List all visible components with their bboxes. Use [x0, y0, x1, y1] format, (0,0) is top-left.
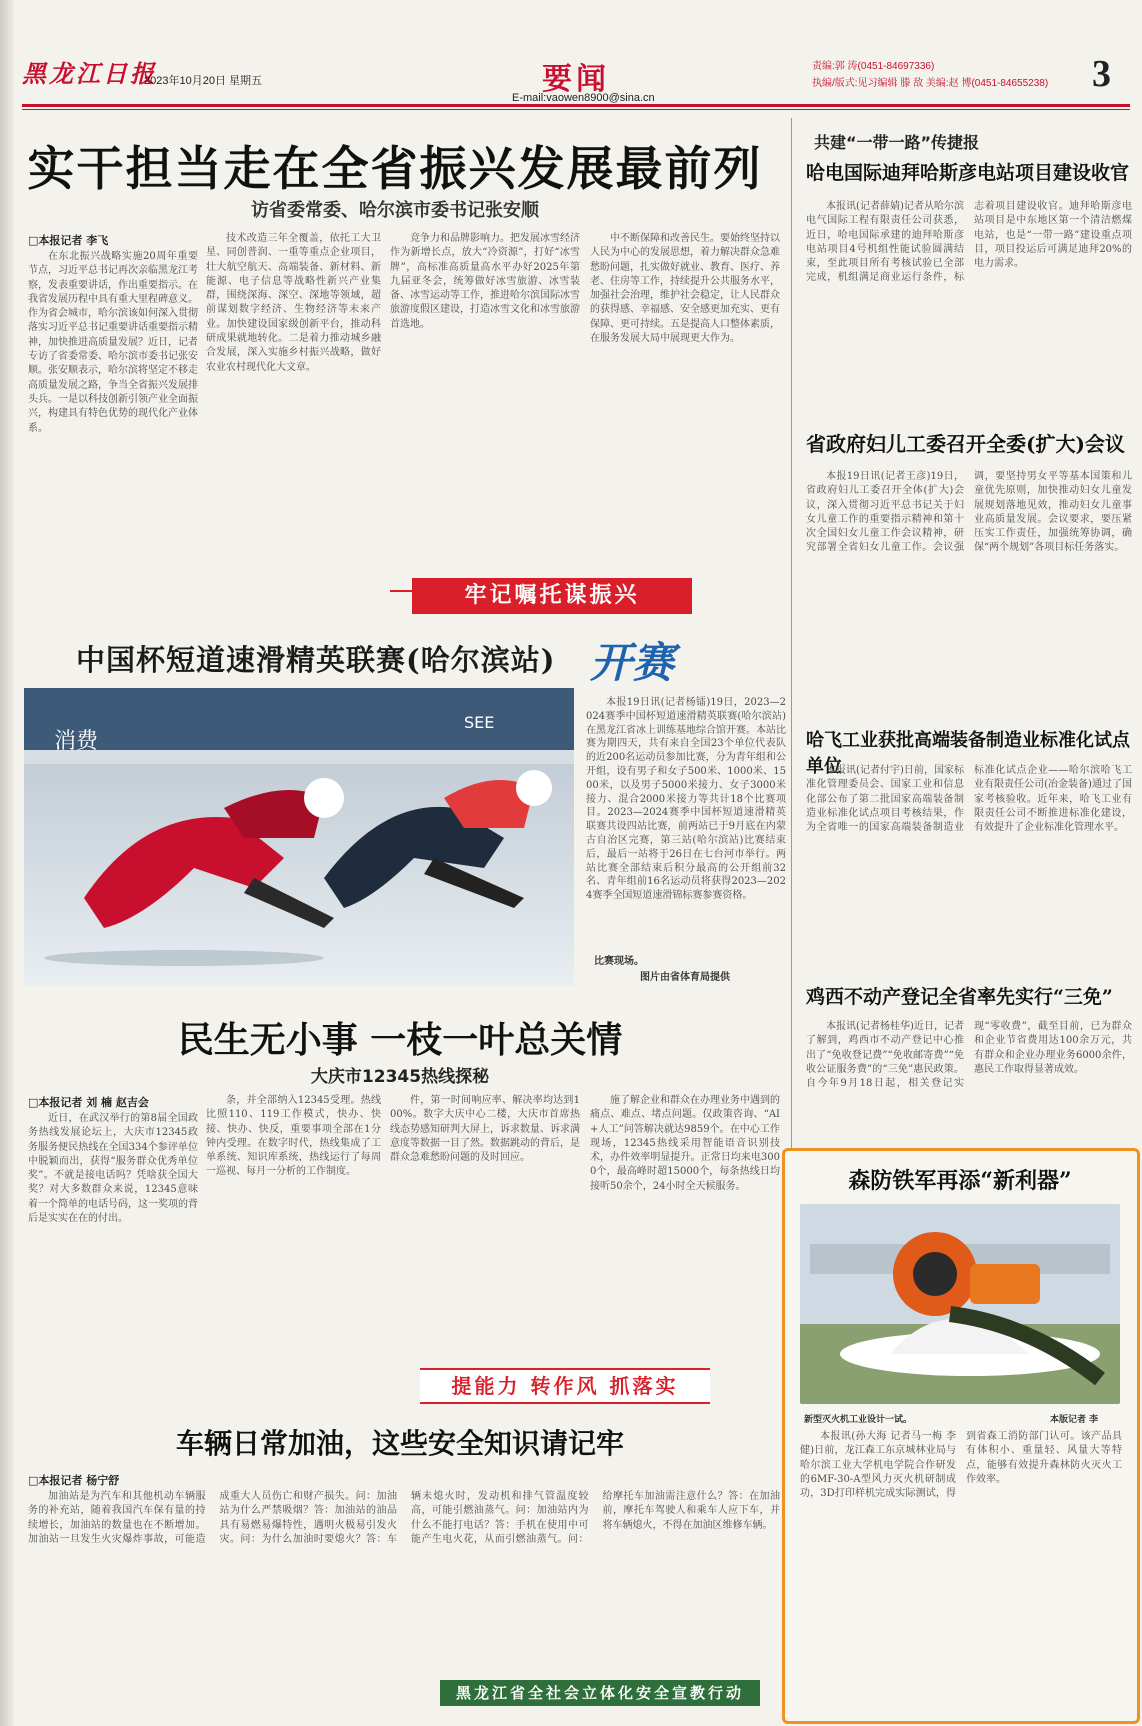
masthead — [22, 53, 1130, 104]
minsheng-text: 条，并全部纳入12345受理。热线比照110、119工作模式，快办、快接、快办、快反，重要事项全部在1分钟内受理。在数字时代，热线集成了工单系统、知识库系统，热线运行了每周一巡视、每月一分析的工作制度。 — [206, 1095, 381, 1178]
editor-credits — [812, 58, 1048, 92]
skating-article — [586, 696, 786, 946]
right-a3-article — [806, 764, 1132, 964]
right-a5-article — [800, 1430, 1122, 1706]
right-a5-photo-credit: 本版记者 李 — [1050, 1415, 1099, 1425]
svg-text:SEE: SEE — [464, 713, 495, 732]
safety-banner: 黑龙江省全社会立体化安全宣教行动 — [440, 1680, 760, 1706]
right-a2-headline: 省政府妇儿工委召开全委(扩大)会议 — [806, 432, 1125, 456]
minsheng-byline: □本报记者 刘 楠 赵吉会 — [28, 1096, 149, 1109]
skating-photo-credit: 图片由省体育局提供 — [640, 972, 730, 983]
right-a5-caption: 新型灭火机工业设计一试。 — [804, 1415, 913, 1425]
minsheng-column-4 — [590, 1094, 780, 1354]
lead-text: 技术改造三年全覆盖，依托工大卫星、同创普润、一重等重点企业项目，壮大航空航天、高端装备、新材料、新能源、电子信息等战略性新兴产业集群，围绕深海、深空、深地等领域，超前谋划数字经济、生物经济等未来产业。加快建设国家级创新平台，推动科研成果就地转化。二是着力推动城乡融合发展，深入实施乡村振兴战略，做好农业农村现代化大文章。 — [206, 233, 381, 373]
right-a4-article — [806, 1020, 1132, 1138]
right-a3-headline: 哈飞工业获批高端装备制造业标准化试点单位 — [806, 730, 1130, 777]
newspaper-logo: 黑龙江日报 — [22, 59, 157, 88]
page-number: 3 — [1092, 53, 1111, 95]
lead-text: 中不断保障和改善民生。要始终坚持以人民为中心的发展思想，着力解决群众急难愁盼问题，扎实做好就业、教育、医疗、养老、住房等工作，持续提升公共服务水平，加强社会治理，维护社会稳定，让人民群众的获得感、幸福感、安全感更加充实、更有保障、更可持续。五是提高人口整体素质，在服务发展大局中展现更大作为。 — [590, 233, 780, 345]
lead-text: 在东北振兴战略实施20周年重要节点，习近平总书记再次亲临黑龙江考察，发表重要讲话，作出重要指示。在我省发展历程中具有重大里程碑意义。作为省会城市，哈尔滨该如何深入贯彻落实习近平总书记重要讲话重要指示精神，加快推进高质量发展？近日，记者专访了省委常委、哈尔滨市委书记张安顺。张安顺表示，哈尔滨将坚定不移走高质量发展之路，争当全省振兴发展排头兵。一是以科技创新引领产业全面振兴，构建具有特色优势的现代化产业体系。 — [28, 251, 198, 434]
right-a1-text: 本报讯(记者薛婧)记者从哈尔滨电气国际工程有限责任公司获悉，近日，哈电国际承建的迪拜哈斯彦电站项目4号机组性能试验圆满结束，至此项目所有考核试验已全部完成，机组满足商业运行条件，标志着项目建设收官。迪拜哈斯彦电站项目是中东地区第一个清洁燃煤电站，也是“一带一路”建设重点项目，项目投运后可满足迪拜20%的电力需求。 — [806, 201, 1132, 284]
minsheng-column-3 — [390, 1094, 580, 1354]
car-byline: □本报记者 杨宁舒 — [28, 1474, 120, 1487]
page-binding-edge — [0, 0, 14, 1726]
car-text: 加油站是为汽车和其他机动车辆服务的补充站，随着我国汽车保有量的持续增长，加油站的数量也在不断增加。加油站一旦发生火灾爆炸事故，可能造成重大人员伤亡和财产损失。问：加油站为什么严禁吸烟？答：加油站的油品具有易燃易爆特性，遇明火极易引发火灾。问：为什么加油时要熄火？答：车辆未熄火时，发动机和排气管温度较高，可能引燃油蒸气。问：加油站内为什么不能打电话？答：手机在使用中可能产生电火花，从而引燃油蒸气。问：给摩托车加油需注意什么？答：在加油前，摩托车驾驶人和乘车人应下车，并将车辆熄火，不得在加油区维修车辆。 — [28, 1491, 780, 1545]
skating-text: 本报19日讯(记者杨镭)19日，2023—2024赛季中国杯短道速滑精英联赛(哈尔滨站)在黑龙江省冰上训练基地综合馆开赛。本站比赛为期四天，共有来自全国23个单位代表队的近200名运动员参加比赛，分为青年组和公开组，设有男子和女子500米、1000米、1500米，以及男子5000米接力、女子3000米接力、混合2000米接力等共计18个比赛项目。2023—2024赛季中国杯短道速滑精英联赛共设四站比赛，前两站已于9月底在内蒙古自治区完赛，第三站(哈尔滨站)比赛结束后，最后一站将于26日在七台河市举行。两站比赛全部结束后积分最高的公开组前32名、青年组前16名运动员将获得2023—2024赛季全国短道速滑锦标赛参赛资格。 — [586, 697, 786, 902]
minsheng-text: 施了解企业和群众在办理业务中遇到的痛点、难点、堵点问题。仅政策咨询、“AI+人工”问答解决就达9859个。在中心工作现场，12345热线采用智能语音识别技术，办件效率明显提升。正常日均来电3000个，最高峰时超15000个，每条热线日均接听50余个，24小时全天候服务。 — [590, 1095, 780, 1192]
right-a5-headline: 森防铁军再添“新利器” — [848, 1168, 1072, 1194]
right-a3-text: 本报讯(记者付宇)日前，国家标准化管理委员会、国家工业和信息化部公布了第二批国家高端装备制造业标准化试点项目考核结果，作为全省唯一的国家高端装备制造业标准化试点企业——哈尔滨哈飞工业有限责任公司(冶金装备)通过了国家考核验收。近年来，哈飞工业有限责任公司不断推进标准化建设，有效提升了企业标准化管理水平。 — [806, 765, 1132, 834]
issue-date: 2023年10月20日 星期五 — [144, 75, 262, 87]
svg-text:消费: 消费 — [54, 729, 99, 754]
editor-line: 执编/版式:见习编辑 滕 敌 美编:赵 博(0451-84655238) — [812, 78, 1049, 89]
section-title: 要闻 — [542, 62, 610, 97]
section-email: E-mail:vaowen8900@sina.cn — [512, 92, 655, 104]
minsheng-subheadline: 大庆市12345热线探秘 — [310, 1067, 490, 1087]
minsheng-text: 件，第一时间响应率、解决率均达到100%。数字大庆中心二楼，大庆市首席热线态势感知研判大屏上，诉求数量、诉求满意度等数据一目了然。数据跳动的背后，是群众急难愁盼问题的及时回应。 — [390, 1095, 580, 1164]
lead-column-4 — [590, 232, 780, 552]
right-a1-kicker: 共建“一带一路”传捷报 — [814, 133, 980, 152]
editor-line: 责编:郭 涛(0451-84697336) — [812, 61, 935, 72]
skating-caption: 比赛现场。 — [594, 956, 644, 967]
right-a2-article — [806, 470, 1132, 690]
car-article — [28, 1490, 780, 1678]
firefighting-machine-photo — [800, 1204, 1120, 1404]
skating-photo — [24, 688, 574, 986]
minsheng-headline: 民生无小事 一枝一叶总关情 — [177, 1019, 623, 1061]
skaters-illustration — [24, 688, 574, 986]
masthead-rule-thin — [22, 109, 1130, 110]
minsheng-text: 近日，在武汉举行的第8届全国政务热线发展论坛上，大庆市12345政务服务便民热线在全国334个参评单位中脱颖而出，获得“服务群众优秀单位奖”。不就是接电话吗？凭啥获全国大奖？对大多数群众来说，12345意味着一个简单的电话号码，这一奖项的背后是实实在在的付出。 — [28, 1113, 198, 1225]
skating-title: 中国杯短道速滑精英联赛(哈尔滨站) — [76, 643, 556, 677]
car-headline: 车辆日常加油，这些安全知识请记牢 — [175, 1427, 624, 1460]
right-a5-text: 本报讯(孙大海 记者马一梅 李健)日前，龙江森工东京城林业局与哈尔滨工业大学机电学院合作研发的6MF-30-A型风力灭火机研制成功，3D打印样机完成实际测试，得到省森工消防部门认可。该产品具有体积小、重量轻、风量大等特点，能够有效提升森林防火灭火工作效率。 — [800, 1431, 1122, 1500]
campaign-banner: 牢记嘱托谋振兴 — [412, 578, 692, 614]
minsheng-column-2 — [206, 1094, 381, 1394]
blower-illustration — [800, 1204, 1120, 1404]
right-a1-headline: 哈电国际迪拜哈斯彦电站项目建设收官 — [806, 162, 1130, 184]
skating-open-label: 开赛 — [590, 638, 675, 687]
lead-column-2 — [206, 232, 381, 592]
lead-subheadline: 访省委常委、哈尔滨市委书记张安顺 — [251, 200, 539, 221]
right-a4-headline: 鸡西不动产登记全省率先实行“三免” — [806, 986, 1113, 1008]
right-a4-text: 本报讯(记者杨桂华)近日，记者了解到，鸡西市不动产登记中心推出了“免收登记费”“免收邮寄费”“免收公证服务费”的“三免”惠民政策。自今年9月18日起，相关登记实现“零收费”，截至目前，已为群众和企业节省费用达100余万元，共有群众和企业办理业务6000余件，惠民工作取得显著成效。 — [806, 1021, 1132, 1090]
minsheng-column-1 — [28, 1112, 198, 1392]
skating-headline — [24, 632, 790, 687]
right-a2-text: 本报19日讯(记者王彦)19日，省政府妇儿工委召开全体(扩大)会议，深入贯彻习近平总书记关于妇女儿童工作的重要指示精神和第十次全国妇女儿童工作会议精神，研究部署全省妇女儿童工作。会议强调，要坚持男女平等基本国策和儿童优先原则，加快推动妇女儿童发展规划落地见效，推动妇女儿童事业高质量发展。会议要求，要压紧压实工作责任，加强统筹协调，确保“两个规划”各项目标任务落实。 — [806, 471, 1132, 554]
lead-text: 竞争力和品牌影响力。把发展冰雪经济作为新增长点，放大“冷资源”，打好“冰雪牌”，高标准高质量高水平办好2025年第九届亚冬会，统筹做好冰雪旅游、冰雪装备、冰雪运动等工作，推进哈尔滨国际冰雪旅游度假区建设，打造冰雪文化和冰雪旅游首选地。 — [390, 233, 580, 330]
campaign-banner-2: 提能力 转作风 抓落实 — [420, 1368, 710, 1404]
lead-column-1 — [28, 250, 198, 590]
lead-headline: 实干担当走在全省振兴发展最前列 — [27, 142, 763, 197]
right-a1-article — [806, 200, 1132, 400]
lead-byline: □本报记者 李飞 — [28, 234, 109, 247]
lead-column-3 — [390, 232, 580, 552]
masthead-rule — [22, 104, 1130, 107]
